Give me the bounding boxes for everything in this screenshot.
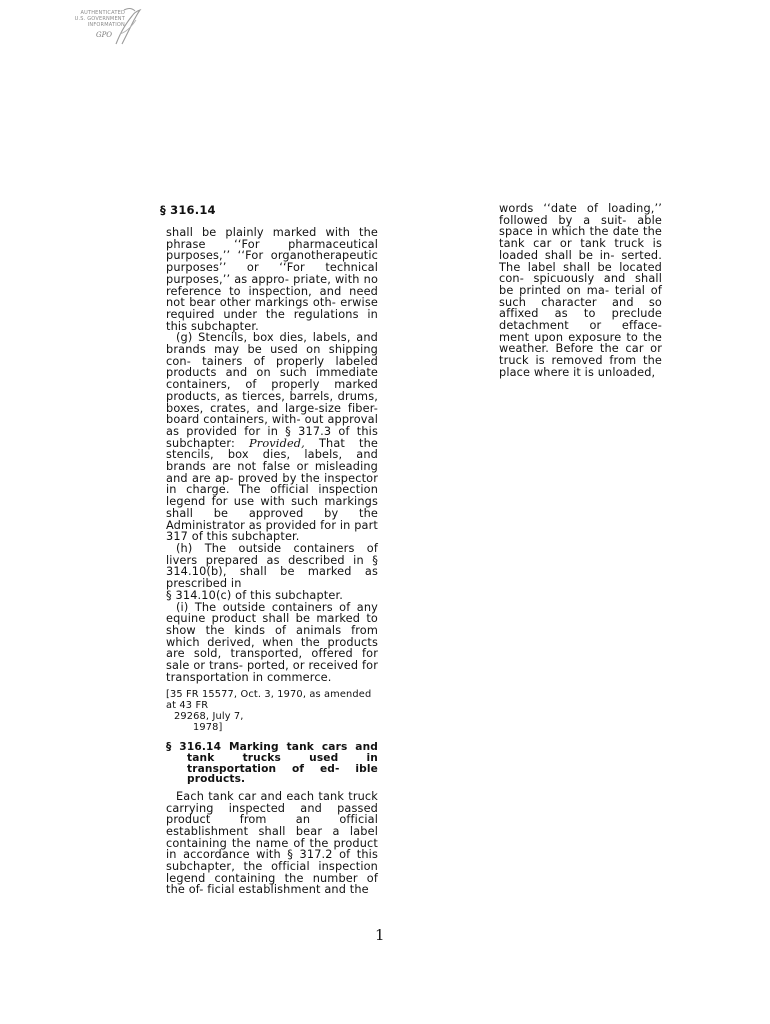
page-number: 1 <box>375 926 385 944</box>
paragraph-h-continuation: § 314.10(c) of this subchapter. <box>166 588 343 602</box>
paragraph-g-text-start: (g) Stencils, box dies, labels, and brands may be used on shipping con- tainers of properly labeled products and on such immediate containers, of properly marked products, as tierces, barrels, drums, boxes, crates, and large-size fiber-board containers, with- out approval as provided for in § 317.3 of this subchapter: <box>166 331 378 450</box>
citation-line-2: 29268, July 7, <box>174 711 244 723</box>
logo-text-line-3: INFORMATION <box>87 22 125 28</box>
logo-text-line-1: AUTHENTICATED <box>80 10 125 16</box>
amendment-citation <box>166 689 378 733</box>
provided-italic: Provided, <box>249 436 305 450</box>
paragraph-g-stencils <box>166 332 378 543</box>
right-text-column <box>499 203 662 379</box>
logo-agency-text: GPO <box>96 31 113 39</box>
paragraph-pharmaceutical: shall be plainly marked with the phrase ‘‘For pharmaceutical purposes,’’ ‘‘For organotherapeutic purposes’’ or ‘‘For technical purposes,’’ as appro- priate, with no reference to inspection, and need not bear other markings oth- erwise required under the regulations in this subchapter. <box>166 226 378 333</box>
paragraph-g-text-end: That the stencils, box dies, labels, and brands are not false or misleading and are ap- proved by the inspector in charge. The official inspection legend for use with such markings shall be approved by the Administrator as provided for in part 317 of this subchapter. <box>166 436 378 544</box>
gpo-authentication-logo <box>55 4 145 48</box>
logo-text-line-2: U.S. GOVERNMENT <box>74 16 125 22</box>
page-section-header: § 316.14 <box>160 203 216 217</box>
paragraph-tank-cars: Each tank car and each tank truck carrying inspected and passed product from an official establishment shall bear a label containing the name of the product in accordance with § 317.2 of this subchapter, the official inspection legend containing the number of the of- ficial establishment and the <box>166 789 378 897</box>
citation-line-1: [35 FR 15577, Oct. 3, 1970, as amended at 43 FR <box>166 689 372 712</box>
paragraph-i-equine: (i) The outside containers of any equine product shall be marked to show the kinds of animals from which derived, when the products are sold, transported, offered for sale or trans- ported, or received for transportation in commerce. <box>166 600 378 684</box>
paragraph-date-of-loading: words ‘‘date of loading,’’ followed by a suit- able space in which the date the tank car or tank truck is loaded shall be in- serted. The label shall be located con- spicuously and shall be printed on ma- terial of such character and so affixed as to preclude detachment or efface- ment upon exposure to the weather. Before the car or truck is removed from the place where it is unloaded, <box>499 202 662 379</box>
paragraph-h-livers: (h) The outside containers of livers prepared as described in § 314.10(b), shall be marked as prescribed in <box>166 541 378 591</box>
eagle-icon <box>110 4 142 48</box>
left-text-column <box>166 227 378 896</box>
citation-line-3: 1978] <box>193 722 223 734</box>
section-heading-316-14: § 316.14 Marking tank cars and tank trucks used in transportation of ed- ible products. <box>166 741 378 786</box>
